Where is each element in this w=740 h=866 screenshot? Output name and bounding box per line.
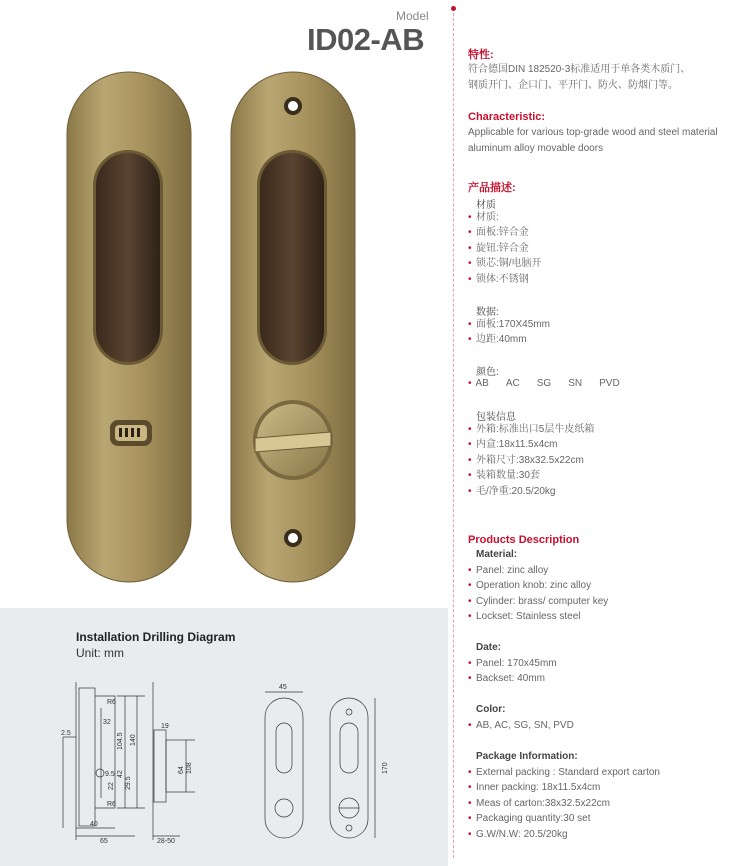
handle-plate-lock bbox=[231, 72, 355, 582]
dim-170: 170 bbox=[382, 762, 389, 774]
en-color-title: Color: bbox=[476, 704, 506, 715]
diagram-unit: Unit: mm bbox=[76, 646, 124, 660]
handle-plate-front bbox=[67, 72, 191, 582]
list-item: • 面板:锌合金 bbox=[468, 225, 542, 240]
dim-29-5: 29.5 bbox=[125, 776, 132, 790]
dim-45: 45 bbox=[279, 684, 287, 691]
list-item: • 面板:170X45mm bbox=[468, 317, 550, 332]
list-item: • 毛/净重:20.5/20kg bbox=[468, 484, 594, 499]
cn-material-title: 材质 bbox=[476, 200, 496, 211]
list-item: • Backset: 40mm bbox=[468, 671, 557, 686]
en-material-title: Material: bbox=[476, 549, 518, 560]
en-package-title: Package Information: bbox=[476, 751, 578, 762]
cn-features-line-1: 符合德国DIN 182520-3标准适用于单各类木质门、 bbox=[468, 64, 691, 75]
cn-data-list bbox=[468, 317, 550, 348]
dim-19: 19 bbox=[161, 723, 169, 730]
dim-2-5: 2.5 bbox=[61, 730, 71, 737]
list-item: • 边距:40mm bbox=[468, 332, 550, 347]
cn-package-title: 包装信息 bbox=[476, 412, 516, 423]
cn-features-title: 特性: bbox=[468, 49, 494, 61]
list-item: • Operation knob: zinc alloy bbox=[468, 578, 608, 593]
dim-108: 108 bbox=[186, 762, 193, 774]
list-item: • 装箱数量:30套 bbox=[468, 468, 594, 483]
list-item: • 旋钮:锌合金 bbox=[468, 241, 542, 256]
diagram-title: Installation Drilling Diagram bbox=[76, 630, 236, 644]
list-item: • G.W/N.W: 20.5/20kg bbox=[468, 827, 660, 842]
cn-desc-title: 产品描述: bbox=[468, 182, 516, 194]
en-color-list bbox=[468, 718, 574, 733]
cn-material-list bbox=[468, 210, 542, 287]
color-item: PVD bbox=[599, 378, 620, 389]
list-item: • 材质: bbox=[468, 210, 542, 225]
cn-color-title: 颜色: bbox=[476, 367, 499, 378]
en-desc-title: Products Description bbox=[468, 534, 580, 546]
cn-features-line-2: 钢质开门、企口门、平开门、防火、防烟门等。 bbox=[468, 80, 678, 91]
list-item: • AB, AC, SG, SN, PVD bbox=[468, 718, 574, 733]
list-item: • Meas of carton:38x32.5x22cm bbox=[468, 796, 660, 811]
list-item: • 内盒:18x11.5x4cm bbox=[468, 437, 594, 452]
en-char-title: Characteristic: bbox=[468, 111, 546, 123]
color-item: SG bbox=[536, 378, 552, 389]
cn-package-list bbox=[468, 422, 594, 499]
list-item: • Inner packing: 18x11.5x4cm bbox=[468, 780, 660, 795]
divider-dot bbox=[451, 6, 456, 11]
dim-28-50: 28-50 bbox=[157, 838, 175, 845]
cn-color-list: • AB AC SG SN PVD bbox=[468, 378, 620, 389]
dim-42: 42 bbox=[117, 770, 124, 778]
dim-65: 65 bbox=[100, 838, 108, 845]
cn-data-title: 数据: bbox=[476, 307, 499, 318]
drilling-drawing bbox=[55, 678, 395, 846]
en-char-line-2: aluminum alloy movable doors bbox=[468, 143, 604, 154]
model-label: Model bbox=[396, 9, 429, 23]
list-item: • 外箱尺寸:38x32.5x22cm bbox=[468, 453, 594, 468]
list-item: • External packing : Standard export carton bbox=[468, 765, 660, 780]
color-item: AB bbox=[475, 378, 489, 389]
product-photo bbox=[55, 60, 365, 600]
list-item: • Packaging quantity:30 set bbox=[468, 811, 660, 826]
dim-32: 32 bbox=[103, 719, 111, 726]
list-item: • Lockset: Stainless steel bbox=[468, 609, 608, 624]
en-package-list bbox=[468, 765, 660, 842]
en-material-list bbox=[468, 563, 608, 625]
list-item: • Cylinder: brass/ computer key bbox=[468, 594, 608, 609]
color-item: SN bbox=[568, 378, 583, 389]
model-code: ID02-AB bbox=[307, 22, 425, 57]
section-divider bbox=[453, 8, 454, 858]
list-item: • 外箱:标准出口5层牛皮纸箱 bbox=[468, 422, 594, 437]
dim-22: 22 bbox=[108, 782, 115, 790]
dim-r6-bottom: R6 bbox=[107, 801, 116, 808]
dim-140: 140 bbox=[130, 734, 137, 746]
dim-64: 64 bbox=[178, 766, 185, 774]
dim-9-5: 9.5 bbox=[105, 771, 115, 778]
list-item: • Panel: zinc alloy bbox=[468, 563, 608, 578]
list-item: • 锁体:不锈钢 bbox=[468, 272, 542, 287]
en-char-line-1: Applicable for various top-grade wood and steel material bbox=[468, 127, 718, 138]
dim-40: 40 bbox=[90, 821, 98, 828]
list-item: • 锁芯:铜/电脑开 bbox=[468, 256, 542, 271]
en-date-list bbox=[468, 656, 557, 687]
dim-r6-top: R6 bbox=[107, 699, 116, 706]
dim-104-5: 104.5 bbox=[117, 732, 124, 750]
list-item: • Panel: 170x45mm bbox=[468, 656, 557, 671]
color-item: AC bbox=[505, 378, 520, 389]
en-date-title: Date: bbox=[476, 642, 502, 653]
